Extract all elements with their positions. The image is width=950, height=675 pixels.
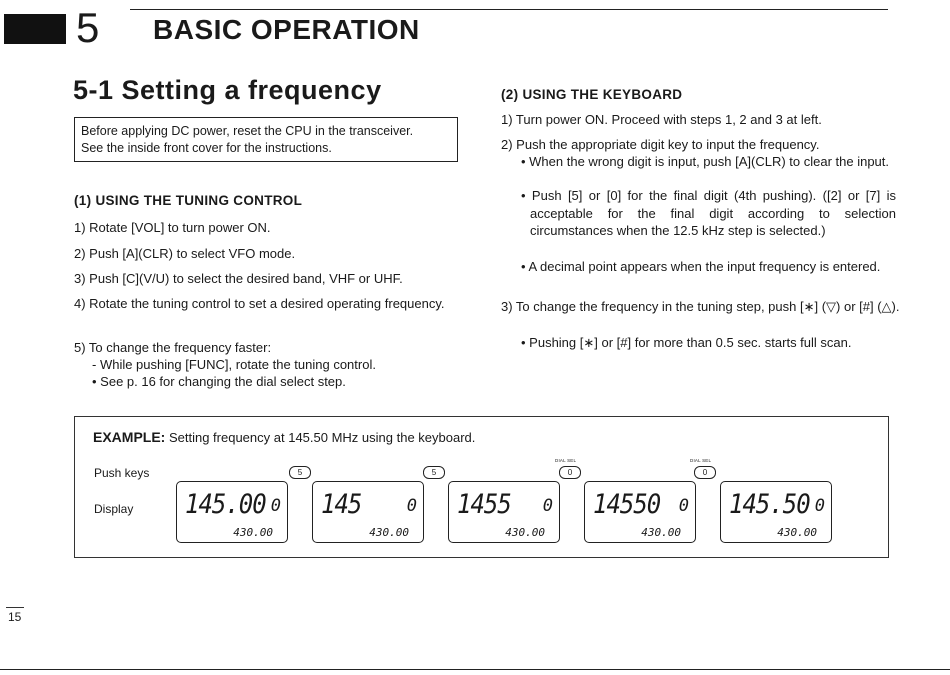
note-line-1: Before applying DC power, reset the CPU in the transceiver.	[81, 124, 414, 138]
keyboard-step-2-bullet-a: • When the wrong digit is input, push [A](CLR) to clear the input.	[521, 154, 890, 169]
example-text: Setting frequency at 145.50 MHz using the keyboard.	[168, 430, 476, 445]
key-0-icon: 0	[559, 466, 581, 479]
lcd-channel: 0	[814, 496, 825, 516]
keyboard-step-1: 1) Turn power ON. Proceed with steps 1, 2 and 3 at left.	[501, 112, 822, 127]
tuning-step-5-bullet-b: • See p. 16 for changing the dial select step.	[92, 374, 346, 389]
bottom-rule	[0, 669, 950, 670]
lcd-main-freq: 145.00	[185, 488, 266, 520]
page-number-rule	[6, 607, 24, 608]
key-5-icon: 5	[289, 466, 311, 479]
key-0-icon: 0	[694, 466, 716, 479]
tuning-step-1: 1) Rotate [VOL] to turn power ON.	[74, 220, 271, 235]
lcd-main-freq: 145.50	[729, 488, 810, 520]
keyboard-step-2: 2) Push the appropriate digit key to input the frequency.	[501, 137, 820, 152]
tuning-step-5: 5) To change the frequency faster:	[74, 340, 272, 355]
lcd-channel: 0	[678, 496, 689, 516]
note-line-2: See the inside front cover for the instructions.	[81, 141, 332, 155]
keyboard-step-3: 3) To change the frequency in the tuning step, push [∗] (▽) or [#] (△).	[501, 299, 900, 314]
keyboard-step-3-bullet-a: • Pushing [∗] or [#] for more than 0.5 sec. starts full scan.	[521, 335, 852, 350]
example-caption	[93, 429, 475, 445]
section-title: 5-1 Setting a frequency	[73, 75, 382, 105]
lcd-display-5	[720, 481, 832, 543]
lcd-sub-freq: 430.00	[369, 526, 409, 539]
chapter-tab-marker	[4, 14, 66, 44]
push-keys-label: Push keys	[94, 466, 150, 480]
cpu-reset-note	[74, 117, 458, 162]
page-number: 15	[8, 610, 22, 624]
display-label: Display	[94, 502, 134, 516]
tuning-step-5-bullet-a: - While pushing [FUNC], rotate the tuning control.	[92, 357, 376, 372]
lcd-display-4	[584, 481, 696, 543]
lcd-sub-freq: 430.00	[233, 526, 273, 539]
lcd-sub-freq: 430.00	[777, 526, 817, 539]
dial-sel-label: DIAL SEL	[690, 458, 712, 463]
lcd-display-3	[448, 481, 560, 543]
chapter-title: BASIC OPERATION	[153, 14, 420, 45]
chapter-number: 5	[76, 4, 100, 51]
keyboard-step-2-bullet-c: • A decimal point appears when the input frequency is entered.	[521, 259, 881, 274]
example-label: EXAMPLE:	[93, 429, 166, 445]
lcd-sub-freq: 430.00	[505, 526, 545, 539]
lcd-channel: 0	[270, 496, 281, 516]
tuning-step-2: 2) Push [A](CLR) to select VFO mode.	[74, 246, 296, 261]
lcd-channel: 0	[406, 496, 417, 516]
tuning-step-4	[74, 295, 462, 313]
lcd-main-freq: 145	[321, 488, 362, 520]
key-5-icon: 5	[423, 466, 445, 479]
lcd-display-1	[176, 481, 288, 543]
header-rule	[130, 9, 888, 10]
lcd-sub-freq: 430.00	[641, 526, 681, 539]
tuning-control-heading: (1) USING THE TUNING CONTROL	[74, 193, 303, 208]
tuning-step-4-text: 4) Rotate the tuning control to set a desired operating frequency.	[74, 296, 445, 311]
lcd-channel: 0	[542, 496, 553, 516]
tuning-step-3: 3) Push [C](V/U) to select the desired band, VHF or UHF.	[74, 271, 403, 286]
keyboard-heading: (2) USING THE KEYBOARD	[501, 87, 683, 102]
keyboard-step-2-bullet-b: • Push [5] or [0] for the final digit (4th pushing). ([2] or [7] is acceptable for the final digit according to selection circumstances when the 12.5 kHz step is selected.)	[521, 188, 896, 238]
dial-sel-label: DIAL SEL	[555, 458, 577, 463]
lcd-main-freq: 14550	[593, 488, 661, 520]
lcd-main-freq: 1455	[457, 488, 511, 520]
lcd-display-2	[312, 481, 424, 543]
